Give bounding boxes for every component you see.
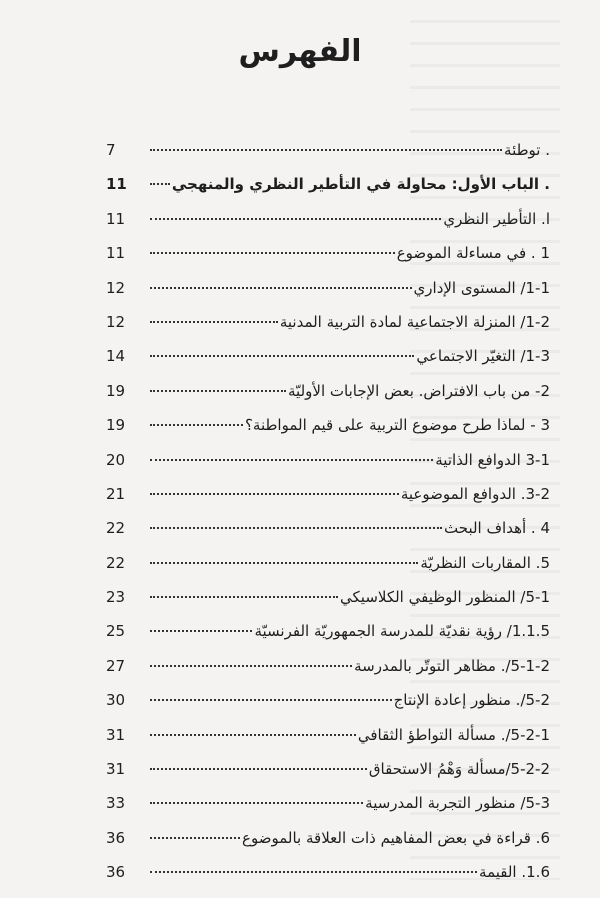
dot-leader: [150, 802, 363, 804]
toc-entry[interactable]: [0, 653, 600, 687]
toc-entry-title: . توطئة: [504, 141, 550, 159]
toc-entry-page-number: 31: [106, 725, 126, 744]
toc-entry-title: 5-2-2/مسألة وَهْمُ الاستحقاق: [368, 760, 550, 779]
toc-entry-title-line: [148, 657, 550, 675]
toc-entry[interactable]: [0, 171, 600, 205]
dot-leader: [150, 287, 412, 289]
toc-entry[interactable]: [0, 687, 600, 721]
toc-entry-page-number: 27: [106, 656, 126, 675]
toc-entry-page-number: 12: [106, 312, 126, 331]
toc-entry-title: ا. التأطير النظري: [443, 209, 550, 228]
dot-leader: [150, 699, 392, 701]
toc-entry[interactable]: [0, 240, 600, 274]
toc-entry-title: 1-2/ المنزلة الاجتماعية لمادة التربية المدنية: [279, 312, 550, 331]
toc-entry[interactable]: [0, 343, 600, 377]
toc-entry-title-line: [148, 691, 550, 709]
toc-entry-title: 3 - لماذا طرح موضوع التربية على قيم المواطنة؟: [244, 416, 550, 435]
toc-entry[interactable]: [0, 756, 600, 790]
toc-entry-title-line: [148, 347, 550, 365]
toc-entry-title: 5. المقاربات النظريّة: [420, 553, 550, 572]
toc-entry-title: 6. قراءة في بعض المفاهيم ذات العلاقة بالموضوع: [242, 828, 550, 847]
toc-entry-title: 1 . في مساءلة الموضوع: [396, 244, 550, 263]
toc-entry-title-line: [148, 829, 550, 847]
toc-entry-page-number: 31: [106, 760, 126, 779]
dot-leader: [150, 527, 442, 529]
toc-entry-title-line: [148, 726, 550, 744]
toc-entry-page-number: 20: [106, 450, 126, 469]
toc-entry-page-number: 36: [106, 828, 126, 847]
toc-entry-page-number: 23: [106, 588, 126, 607]
toc-entry-title-line: [148, 554, 550, 572]
toc-entry[interactable]: [0, 309, 600, 343]
toc-entry-title: 3-2. الدوافع الموضوعية: [400, 484, 550, 503]
toc-entry-title: 1-1/ المستوى الإداري: [413, 278, 550, 297]
dot-leader: [150, 630, 252, 632]
toc-entry[interactable]: [0, 722, 600, 756]
toc-entry-title: 5-3/ منظور التجربة المدرسية: [365, 794, 550, 813]
toc-entry-title: 2- من باب الافتراض. بعض الإجابات الأوليّة: [288, 381, 550, 400]
toc-entry-title-line: [148, 519, 550, 537]
toc-entry-title-line: [148, 382, 550, 400]
toc-entry-title: 1.1.5/ رؤية نقديّة للمدرسة الجمهوريّة الفرنسيّة: [254, 622, 550, 641]
toc-entry[interactable]: [0, 447, 600, 481]
dot-leader: [150, 218, 441, 220]
toc-entry-page-number: 14: [106, 347, 126, 366]
dot-leader: [150, 355, 414, 357]
toc-entry-title-line: [148, 416, 550, 434]
dot-leader: [150, 596, 338, 598]
toc-entry-title: 3-1 الدوافع الذاتية: [435, 450, 550, 469]
toc-entry-title-line: [148, 244, 550, 262]
toc-entry-page-number: 19: [106, 416, 126, 435]
toc-entry[interactable]: [0, 550, 600, 584]
toc-entry-title-line: [148, 622, 550, 640]
toc-entry-title-line: [148, 863, 550, 881]
toc-entry-title-line: [148, 175, 550, 193]
toc-entry-page-number: 11: [106, 175, 127, 194]
toc-entry-title: 5-2-1/. مسألة التواطؤ الثقافي: [357, 725, 550, 744]
toc-entry-page-number: 7: [106, 141, 116, 159]
toc-entry[interactable]: [0, 515, 600, 549]
dot-leader: [150, 493, 399, 495]
toc-entry-title: . الباب الأول: محاولة في التأطير النظري والمنهجي: [171, 175, 550, 194]
dot-leader: [150, 390, 286, 392]
toc-entry-page-number: 12: [106, 278, 126, 297]
toc-entry-title: 5-1/ المنظور الوظيفي الكلاسيكي: [340, 588, 550, 607]
toc-entry[interactable]: [0, 481, 600, 515]
dot-leader: [150, 321, 278, 323]
toc-entry-page-number: 22: [106, 519, 126, 538]
toc-entry-page-number: 30: [106, 691, 126, 710]
toc-entry-title-line: [148, 313, 550, 331]
dot-leader: [150, 424, 243, 426]
toc-entry-title: 5-1-2/. مظاهر التوتّر بالمدرسة: [354, 656, 550, 675]
toc-entry-title: 1.6. القيمة: [479, 863, 550, 882]
toc-entry-title-line: [148, 760, 550, 778]
toc-entry-page-number: 19: [106, 381, 126, 400]
toc-entry[interactable]: [0, 618, 600, 652]
toc-entry-page-number: 22: [106, 553, 126, 572]
toc-entry-page-number: 33: [106, 794, 126, 813]
dot-leader: [150, 183, 170, 185]
toc-entry-title-line: [148, 279, 550, 297]
toc-entry-page-number: 25: [106, 622, 126, 641]
toc-entry-title-line: [148, 485, 550, 503]
toc-entry[interactable]: [0, 137, 600, 171]
toc-entry-title-line: [148, 210, 550, 228]
toc-entry-page-number: 11: [106, 209, 126, 228]
dot-leader: [150, 149, 502, 151]
toc-entry-title-line: [148, 451, 550, 469]
toc-entry-page-number: 11: [106, 244, 126, 263]
toc-entry[interactable]: [0, 206, 600, 240]
toc-entry-title: 4 . أهداف البحث: [444, 519, 550, 538]
toc-entry-title-line: [148, 588, 550, 606]
toc-entry-title-line: [148, 141, 550, 159]
toc-entry[interactable]: [0, 584, 600, 618]
page-title: الفهرس: [238, 34, 362, 69]
toc-entry[interactable]: [0, 378, 600, 412]
toc-entry[interactable]: [0, 790, 600, 824]
toc-entry-page-number: 21: [106, 484, 126, 503]
dot-leader: [150, 871, 477, 873]
toc-entry-title: 5-2/. منظور إعادة الإنتاج: [393, 691, 550, 710]
toc-entry[interactable]: [0, 825, 600, 859]
dot-leader: [150, 665, 352, 667]
toc-entry-title-line: [148, 794, 550, 812]
toc-entry-page-number: 36: [106, 863, 126, 882]
dot-leader: [150, 252, 395, 254]
toc-list: [0, 137, 600, 894]
dot-leader: [150, 734, 356, 736]
toc-entry[interactable]: [0, 275, 600, 309]
dot-leader: [150, 837, 240, 839]
dot-leader: [150, 459, 433, 461]
dot-leader: [150, 562, 418, 564]
dot-leader: [150, 768, 367, 770]
toc-entry[interactable]: [0, 412, 600, 446]
toc-entry-title: 1-3/ التغيّر الاجتماعي: [416, 347, 550, 366]
toc-entry[interactable]: [0, 859, 600, 893]
